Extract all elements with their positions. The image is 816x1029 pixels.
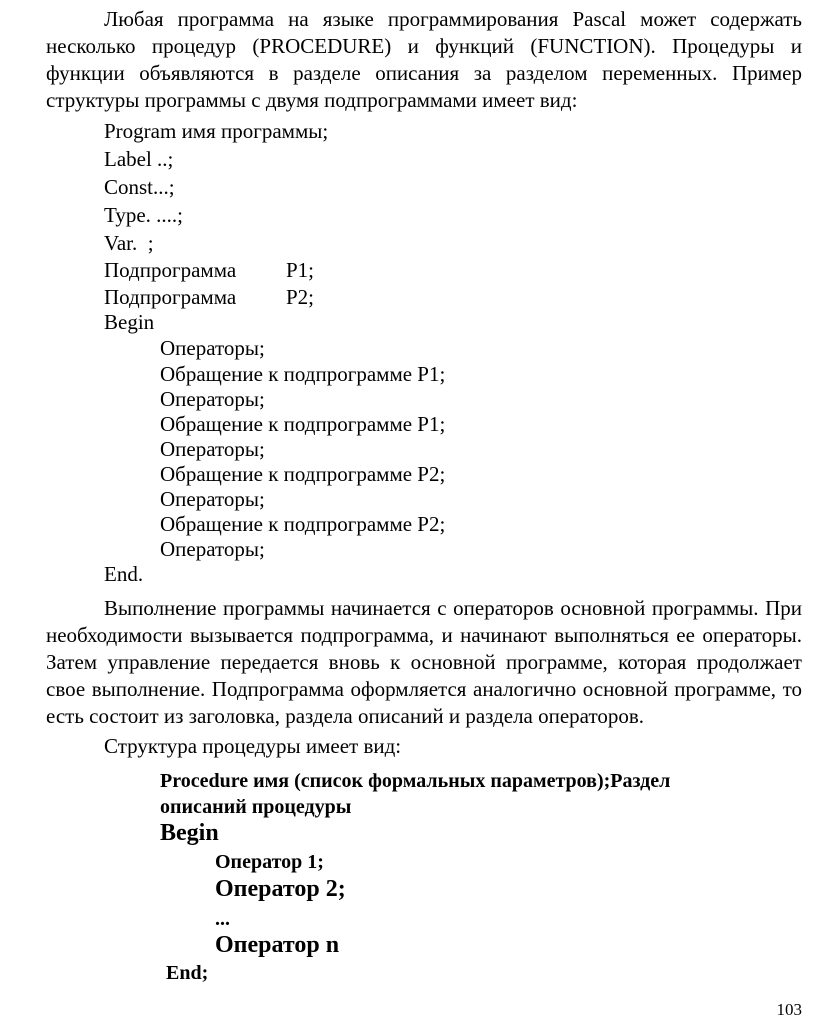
subprogram-label: Подпрограмма xyxy=(104,285,237,309)
procedure-header: описаний процедуры xyxy=(160,796,352,818)
procedure-intro: Структура процедуры имеет вид: xyxy=(104,734,402,758)
subprogram-label: Подпрограмма xyxy=(104,258,237,282)
procedure-ellipsis: ... xyxy=(215,908,230,930)
procedure-operator: Оператор n xyxy=(215,932,340,958)
procedure-operator: Оператор 1; xyxy=(215,851,324,873)
page-number: 103 xyxy=(776,1000,802,1019)
body-line: Обращение к подпрограмме P2; xyxy=(160,512,446,536)
body-line: Операторы; xyxy=(160,537,265,561)
code-line: Type. ....; xyxy=(104,203,184,227)
procedure-header: Procedure имя (список формальных параметров);Раздел xyxy=(160,770,671,792)
code-line: Label ..; xyxy=(104,147,174,171)
code-line: Const...; xyxy=(104,175,175,199)
body-line: Операторы; xyxy=(160,336,265,360)
code-line: Program имя программы; xyxy=(104,119,329,143)
subprogram-name: P1; xyxy=(286,258,315,282)
procedure-end: End; xyxy=(166,962,209,984)
body-line: Операторы; xyxy=(160,487,265,511)
body-line: Обращение к подпрограмме P1; xyxy=(160,412,446,436)
subprogram-name: P2; xyxy=(286,285,315,309)
end-keyword: End. xyxy=(104,562,144,586)
body-line: Операторы; xyxy=(160,437,265,461)
execution-paragraph: Выполнение программы начинается с операторов основной программы. При необходимости вызывается подпрограмма, и начинают выполняться ее операторы. Затем управление передается вновь к основной программе, которая продолжает свое выполнение. Подпрограмма оформляется аналогично основной программе, то есть состоит из заголовка, раздела описаний и раздела операторов. xyxy=(46,596,802,728)
code-line: Var. ; xyxy=(104,231,154,255)
procedure-operator: Оператор 2; xyxy=(215,876,346,902)
intro-paragraph: Любая программа на языке программирования Pascal может содержать несколько процедур (PROCEDURE) и функций (FUNCTION). Процедуры и функции объявляются в разделе описания за разделом переменных. Пример структуры программы с двумя подпрограммами имеет вид: xyxy=(46,7,802,112)
body-line: Обращение к подпрограмме P2; xyxy=(160,462,446,486)
body-line: Обращение к подпрограмме P1; xyxy=(160,362,446,386)
begin-keyword: Begin xyxy=(104,310,155,334)
body-line: Операторы; xyxy=(160,387,265,411)
procedure-begin: Begin xyxy=(160,820,219,846)
